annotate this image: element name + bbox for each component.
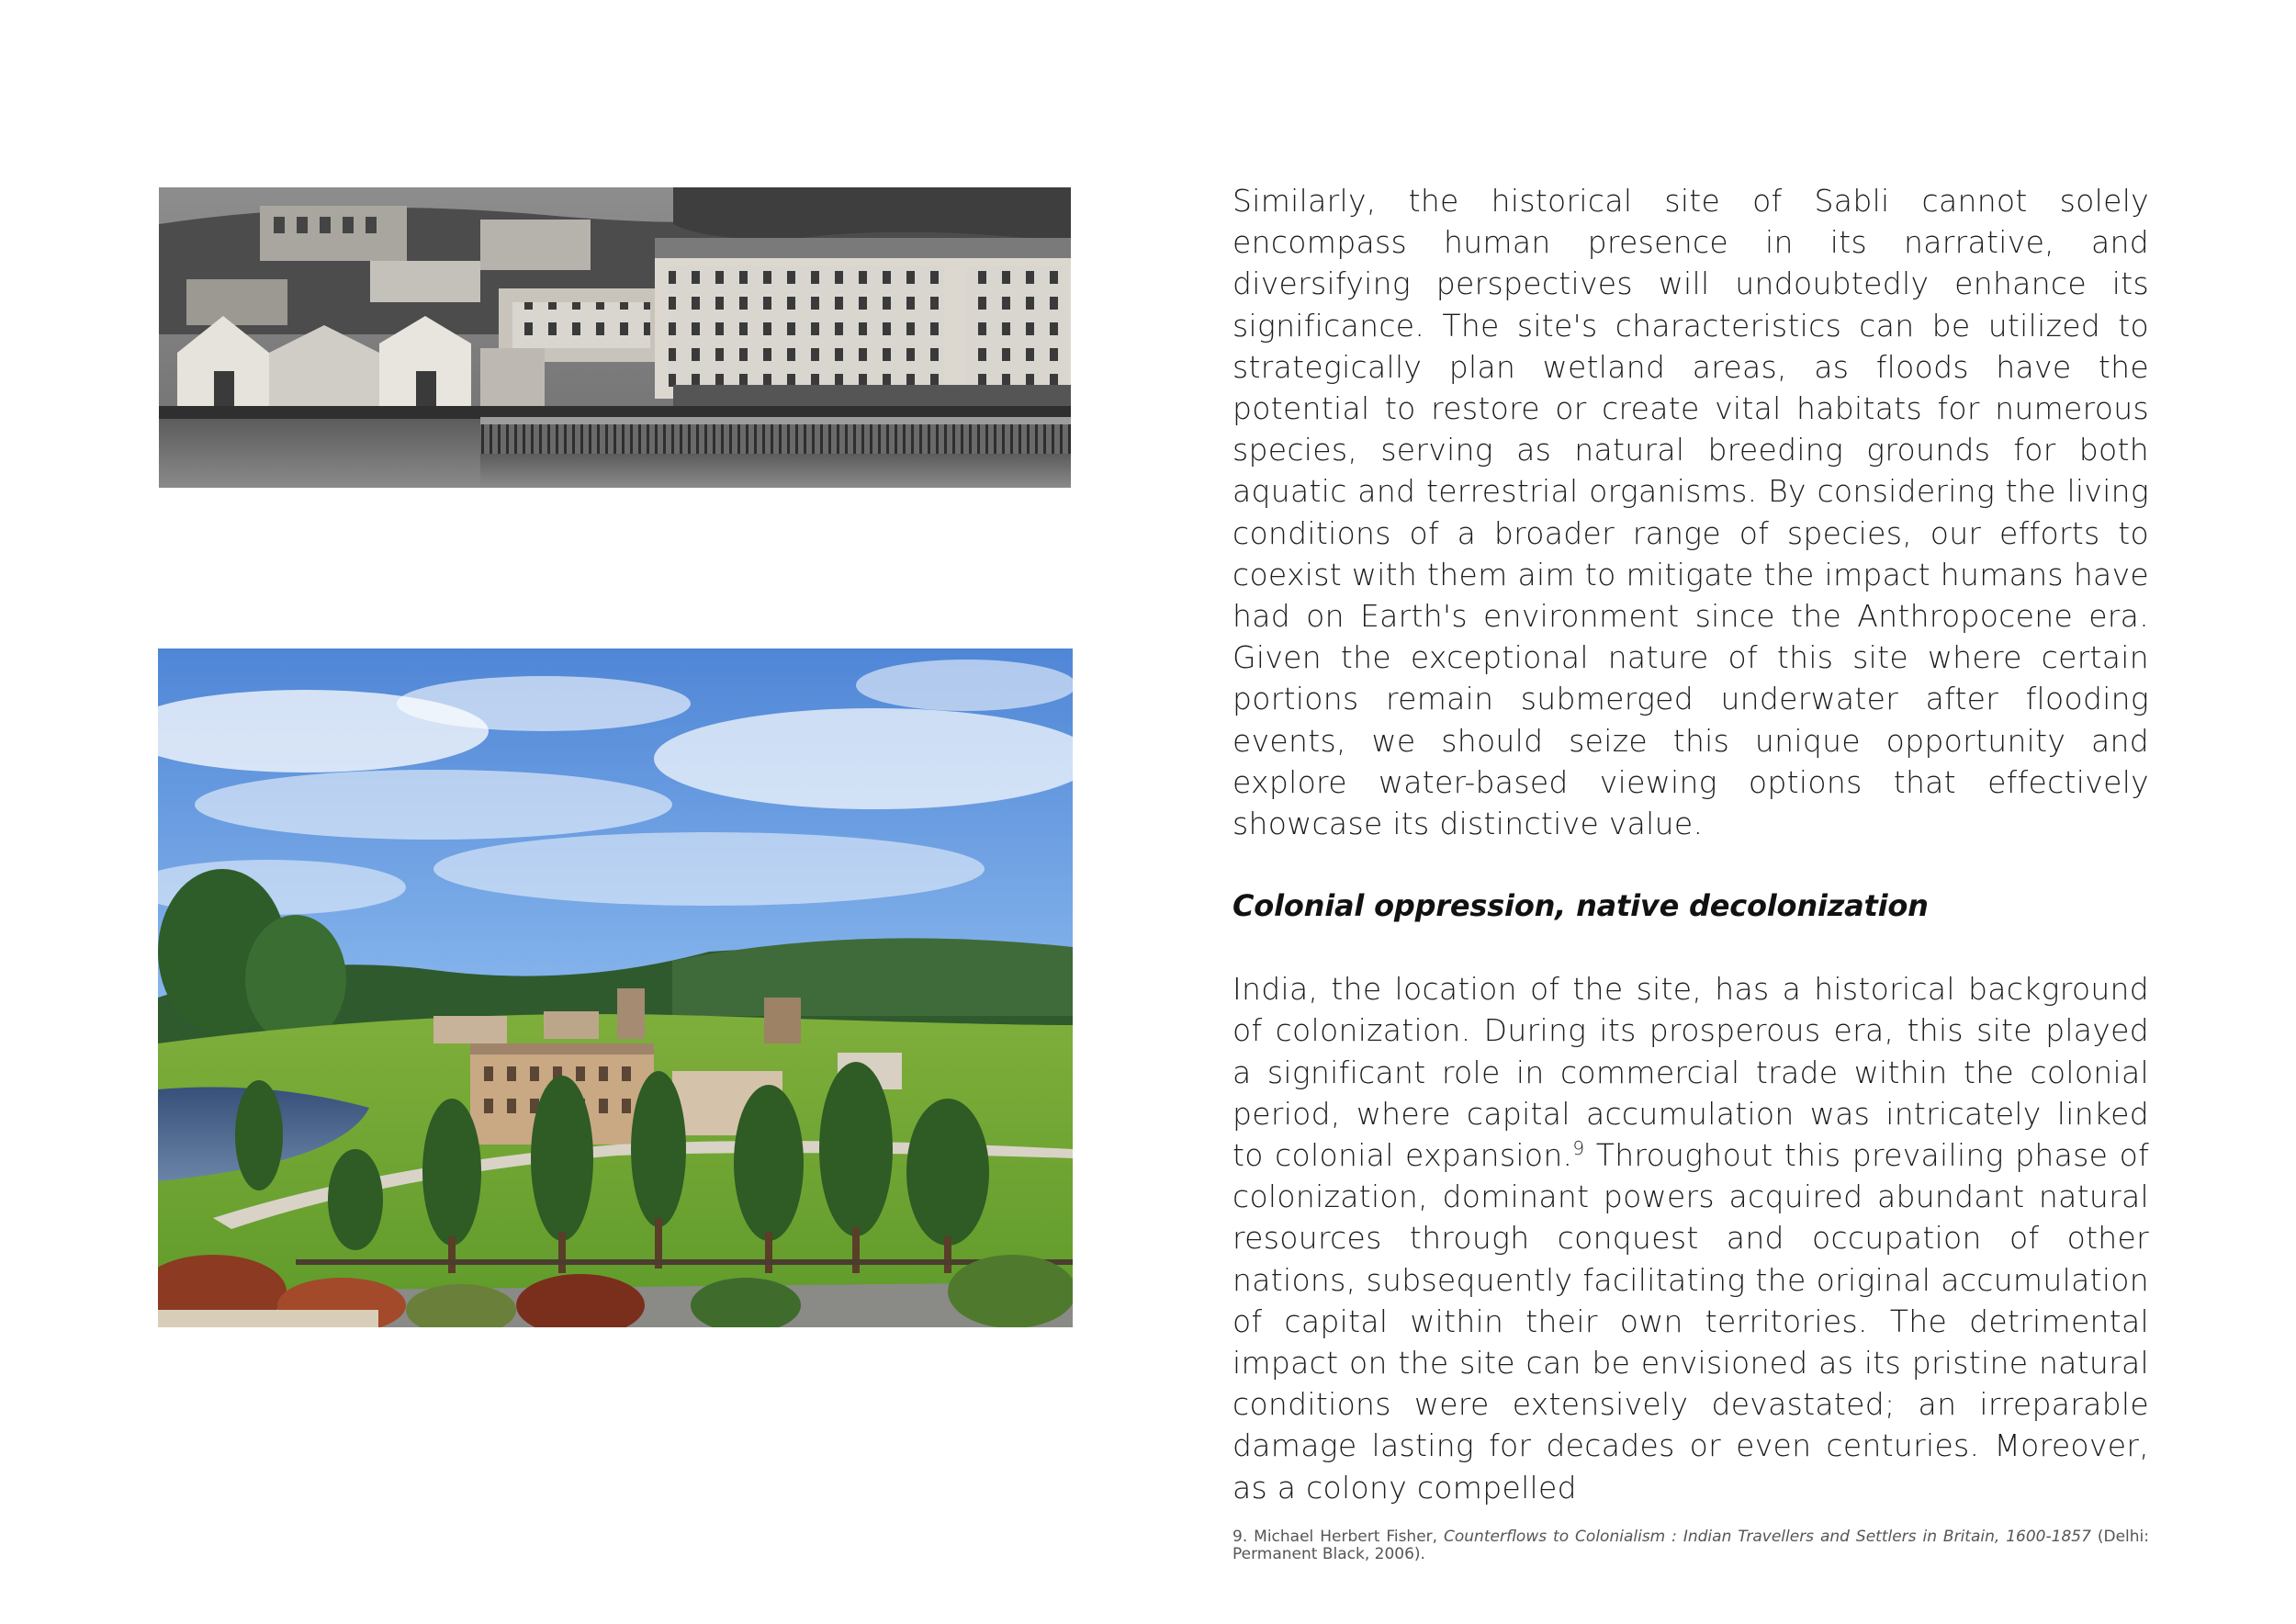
historic-harbour-photo [159,187,1071,488]
footnote-prefix: 9. Michael Herbert Fisher, [1232,1527,1445,1546]
footnote-suffix: (Delhi: Permanent Black, 2006). [1232,1527,2149,1563]
body-paragraph-2-part-1: India, the location of the site, has a historical background of colonization. During its prosperous era, this site played a significant role in commercial trade within the colonial period, where capital accumulation was intricately linked to colonial expansion. [1232,971,2149,1174]
footnote-reference: 9 [1572,1137,1585,1160]
text-column [1232,180,2149,1563]
body-paragraph-2 [1232,968,2149,1508]
footnote [1232,1528,2149,1563]
heritage-site-landscape-photo [158,648,1073,1327]
body-paragraph-1: Similarly, the historical site of Sabli cannot solely encompass human presence in its narrative, and diversifying perspectives will undoubtedly enhance its significance. The site's characteristics can be utilized to strategically plan wetland areas, as floods have the potential to restore or create vital habitats for numerous species, serving as natural breeding grounds for both aquatic and terrestrial organisms. By considering the living conditions of a broader range of species, our efforts to coexist with them aim to mitigate the impact humans have had on Earth's environment since the Anthropocene era. Given the exceptional nature of this site where certain portions remain submerged underwater after flooding events, we should seize this unique opportunity and explore water-based viewing options that effectively showcase its distinctive value. [1232,183,2149,842]
body-paragraph-2-part-2: Throughout this prevailing phase of colonization, dominant powers acquired abundant natural resources through conquest and occupation of other nations, subsequently facilitating the original accumulation of capital within their own territories. The detrimental impact on the site can be envisioned as its pristine natural conditions were extensively devastated; an irreparable damage lasting for decades or even centuries. Moreover, as a colony compelled [1232,1137,2150,1506]
section-heading: Colonial oppression, native decolonization [1232,888,1929,924]
footnote-title: Counterflows to Colonialism : Indian Travellers and Settlers in Britain, 1600-1857 [1444,1527,2091,1546]
